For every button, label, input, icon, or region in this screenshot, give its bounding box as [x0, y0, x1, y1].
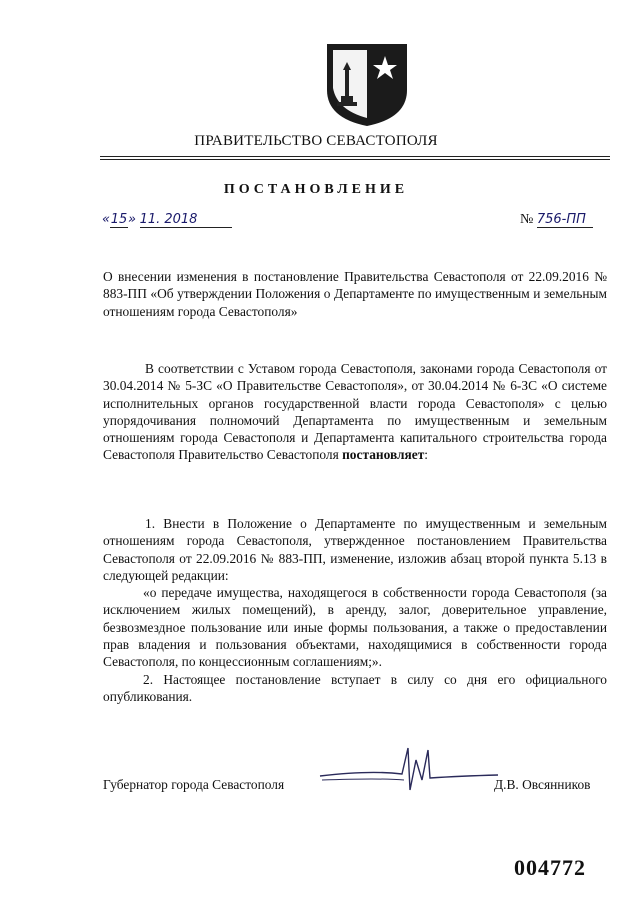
subject-text: О внесении изменения в постановление Правительства Севастополя от 22.09.2016 № 883-ПП «Об утверждении Положения о Департаменте по имущественным и земельным отношениям города Севастополя» — [103, 269, 607, 319]
handwritten-signature — [310, 740, 500, 800]
date-close-quote: » — [128, 212, 137, 227]
header-rule-bottom — [100, 159, 610, 160]
date-open-quote: « — [102, 212, 111, 227]
document-date — [102, 212, 232, 228]
signatory-title: Губернатор города Севастополя — [103, 777, 285, 792]
item-2: 2. Настоящее постановление вступает в силу со дня его официального опубликования. — [103, 671, 607, 704]
number-value: 756-ПП — [537, 212, 593, 228]
number-sign: № — [520, 212, 534, 227]
coat-of-arms-icon — [323, 40, 411, 128]
preamble-text: В соответствии с Уставом города Севастополя, законами города Севастополя от 30.04.2014 № 5-ЗС «О Правительстве Севастополя», от 30.04.2014 № 6-ЗС «О системе исполнительных органов государственной власти города Севастополя» с целью упорядочивания полномочий Департамента по имущественным и земельным отношениям города Севастополя и Департамента капитального строительства города Севастополя Правительство Севастополя — [103, 361, 607, 463]
preamble-block — [103, 360, 607, 464]
document-type: ПОСТАНОВЛЕНИЕ — [223, 182, 409, 197]
subject-block — [103, 268, 607, 320]
document-number — [520, 212, 593, 228]
government-title: ПРАВИТЕЛЬСТВО СЕВАСТОПОЛЯ — [194, 133, 438, 149]
date-month-year: 11. 2018 — [140, 212, 232, 228]
item-1: 1. Внести в Положение о Департаменте по имущественным и земельным отношениям города Севастополя, утвержденное постановлением Правительства Севастополя от 22.09.2016 № 883-ПП, изменение, изложив абзац второй пункта 5.13 в следующей редакции: — [103, 516, 607, 583]
serial-number: 004772 — [514, 855, 586, 880]
items-block — [103, 515, 607, 705]
preamble-paragraph — [103, 360, 607, 464]
item-1-quote: «о передаче имущества, находящегося в собственности города Севастополя (за исключением жилых помещений), в аренду, залог, доверительное управление, безвозмездное пользование или иные формы пользования, а также о предоставлении прав владения и пользования объектами, находящимися в собственности города Севастополя, по концессионным соглашениям;». — [103, 585, 607, 670]
header-rule-top — [100, 156, 610, 157]
preamble-bold: постановляет — [342, 447, 425, 463]
signatory-name: Д.В. Овсянников — [494, 777, 591, 792]
date-day: 15 — [110, 212, 128, 227]
preamble-colon: : — [424, 447, 429, 463]
